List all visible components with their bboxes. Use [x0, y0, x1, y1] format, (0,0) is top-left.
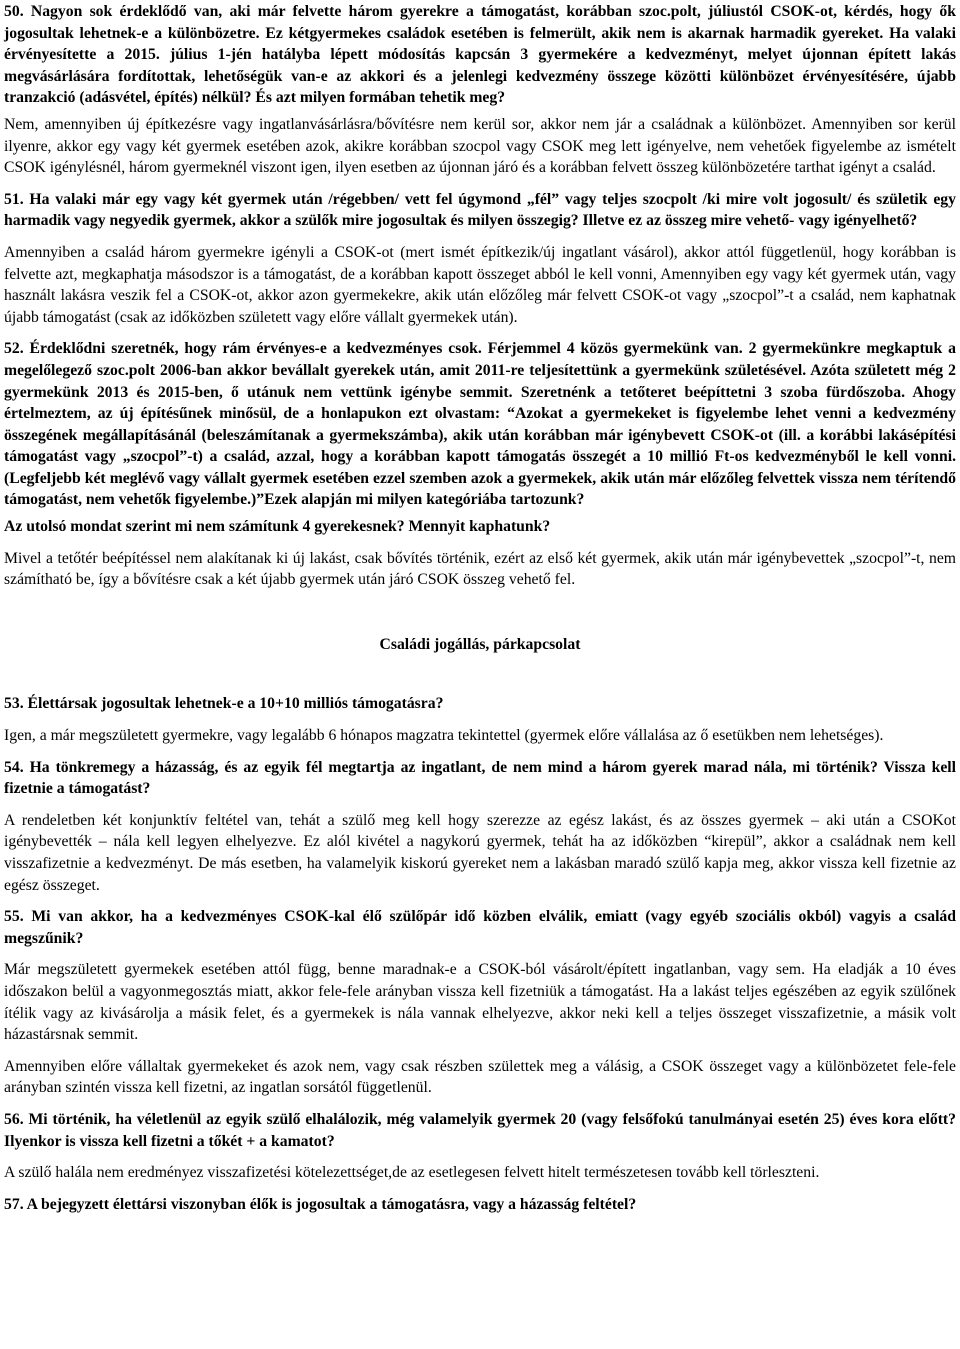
- question-54: 54. Ha tönkremegy a házasság, és az egyik fél megtartja az ingatlant, de nem mind a három gyerek marad nála, mi történik? Vissza kell fizetnie a támogatást?: [4, 758, 956, 798]
- answer-50: Nem, amennyiben új építkezésre vagy ingatlanvásárlásra/bővítésre nem kerül sor, akkor nem jár a családnak a különbözet. Amennyiben sor kerül ilyenre, akkor egy vagy két gyermek esetében azok, akikre korábban szocpol vagy CSOK meg lett igényelve, nem vehetőek figyelembe az ismételt CSOK igénylésnél, három gyermeknél viszont igen, ilyen esetben az újonnan járó és a korábban felvett összeg különbözetére tarthat igényt a család.: [4, 115, 956, 177]
- question-52-followup: Az utolsó mondat szerint mi nem számítunk 4 gyerekesnek? Mennyit kaphatunk?: [4, 518, 551, 536]
- answer-56: A szülő halála nem eredményez visszafizetési kötelezettséget,de az esetlegesen felvett hitelt természetesen tovább kell törleszteni.: [4, 1164, 820, 1182]
- question-50: [4, 1, 956, 109]
- answer-54: A rendeletben két konjunktív feltétel van, tehát a szülő meg kell hogy szerezze az egész lakást, és az összes gyermek – aki után a CSOKot igénybevették – nála kell legyen elhelyezve. Ez alól kivétel a nagykorú gyermek, tehát ha az időközben “kirepül”, akkor a családnak nem kell visszafizetnie a kedvezményt. De más esetben, ha valamelyik kiskorú gyereket nem a lakásban maradó szülő kapja meg, akkor vissza kell fizetnie az egész összeget.: [4, 811, 956, 894]
- question-52: 52. Érdeklődni szeretnék, hogy rám érvényes-e a kedvezményes csok. Férjemmel 4 közös gyermekünk van. 2 gyermekünkre megkaptuk a megelőlegező szoc.polt 2006-ban akkor bevállalt gyerekek után, amit 2011-re teljesítettünk a gyermekünk születésével. Azóta született még 2 gyermekünk 2013 és 2015-ben, ő utánuk nem vettünk igénybe semmit. Szeretnénk a tetőteret beépíttetni 3 szoba fürdőszoba. Ahogy értelmeztem, az új építésűnek minősül, de a honlapukon ezt olvastam: “Azokat a gyermekeket is figyelembe lehet venni a kedvezmény összegének megállapításánál (beleszámítanak a gyermekszámba), akik után korábban már igénybevett CSOK-ot (ill. a korábbi lakásépítési támogatást vagy „szocpol”-t) a család, azzal, hogy a korábban kapott támogatás összegét a 10 millió Ft-os kedvezményből le kell vonni. (Legfeljebb két meglévő vagy vállalt gyermek esetében ezzel szemben azok a gyermekek, akik után már előzőleg felvettek vissza nem térítendő támogatást, nem vehetők figyelembe.)”Ezek alapján mi milyen kategóriába tartozunk?: [4, 340, 956, 509]
- answer-52: Mivel a tetőtér beépítéssel nem alakítanak ki új lakást, csak bővítés történik, ezért az első két gyermek, akik után már igénybevettek „szocpol”-t, nem számítható be, így a bővítésre csak a két újabb gyermek után járó CSOK összeg vehető fel.: [4, 549, 956, 589]
- answer-55-part2: Amennyiben előre vállaltak gyermekeket és azok nem, vagy csak részben születtek meg a válásig, a CSOK összeget vagy a különbözetet fele-fele arányban szintén vissza kell fizetni, az ingatlan sorsától függetlenül.: [4, 1057, 956, 1097]
- question-56: 56. Mi történik, ha véletlenül az egyik szülő elhalálozik, még valamelyik gyermek 20 (vagy felsőfokú tanulmányai esetén 25) éves kora előtt? Ilyenkor is vissza kell fizetni a tőkét + a kamatot?: [4, 1110, 956, 1150]
- section-title: Családi jogállás, párkapcsolat: [379, 635, 581, 653]
- question-55: 55. Mi van akkor, ha a kedvezményes CSOK-kal élő szülőpár idő közben elválik, emiatt (vagy egyéb szociális okból) vagyis a család megszűnik?: [4, 908, 956, 947]
- question-50-part1: 50. Nagyon sok érdeklődő van, aki már felvette három gyerekre a támogatást, korábban szoc.polt, júliustól CSOK-ot, kérdés, hogy ők jogosultak lehetnek-e a különbözetre. Ez kétgyermekes családok esetében is felmerült, akik nem is akarnak harmadik gyereket. Ha valaki érvényesítette a 2015.: [4, 3, 956, 64]
- answer-51: Amennyiben a család három gyermekre igényli a CSOK-ot (mert ismét építkezik/új ingatlant vásárol), akkor attól függetlenül, hogy korábban is felvette azt, megkaphatja másodszor is a támogatást, de a korábban kapott összeget abból le kell vonni, Amennyiben egy vagy két gyermek után, vagy használt lakásra veszik fel a CSOK-ot, akkor azon gyermekekre, akik után előzőleg már felvett CSOK-ot vagy „szocpol”-t a család, nem kaphatnak újabb támogatást (csak az időközben született vagy előre vállalt gyermekek után).: [4, 243, 956, 326]
- question-57: 57. A bejegyzett élettársi viszonyban élők is jogosultak a támogatásra, vagy a házasság feltétel?: [4, 1195, 637, 1213]
- question-53: 53. Élettársak jogosultak lehetnek-e a 10+10 milliós támogatásra?: [4, 695, 444, 713]
- answer-53: Igen, a már megszületett gyermekre, vagy legalább 6 hónapos magzatra tekintettel (gyermek előre vállalása az ő esetükben nem lehetséges).: [4, 727, 884, 745]
- answer-55-part1: Már megszületett gyermekek esetében attól függ, benne maradnak-e a CSOK-ból vásárolt/épített ingatlanban, vagy sem. Ha eladják a 10 éves időszakon belül a vagyonmegosztás miatt, akkor fele-fele arányban vissza kell fizetniük a támogatást. Ha a lakást teljes egészében az egyik szülőnek ítélik vagy az kivásárolja a másik felet, és a gyermekek is nála vannak elhelyezve, akkor neki kell a teljes összeget visszafizetnie, a másik volt házastársnak semmit.: [4, 961, 956, 1044]
- question-51: 51. Ha valaki már egy vagy két gyermek után /régebben/ vett fel úgymond „fél” vagy teljes szocpolt /ki mire volt jogosult/ és születik egy harmadik vagy negyedik gyermek, akkor a szülők mire jogosultak és milyen összegig? Illetve ez az összeg mire vehető- vagy igényelhető?: [4, 190, 956, 230]
- question-50-part2: július 1-jén hatályba lépett módosítás kapcsán 3 gyermekére a kedvezményt, melyet újonnan épített lakás megvásárlására fordítottak, lehetőségük van-e az akkori és a jelenlegi kedvezmény összege közötti különbözet érvényesítésére, újabb tranzakció (adásvétel, építés) nélkül? És azt milyen formában tehetik meg?: [4, 46, 956, 107]
